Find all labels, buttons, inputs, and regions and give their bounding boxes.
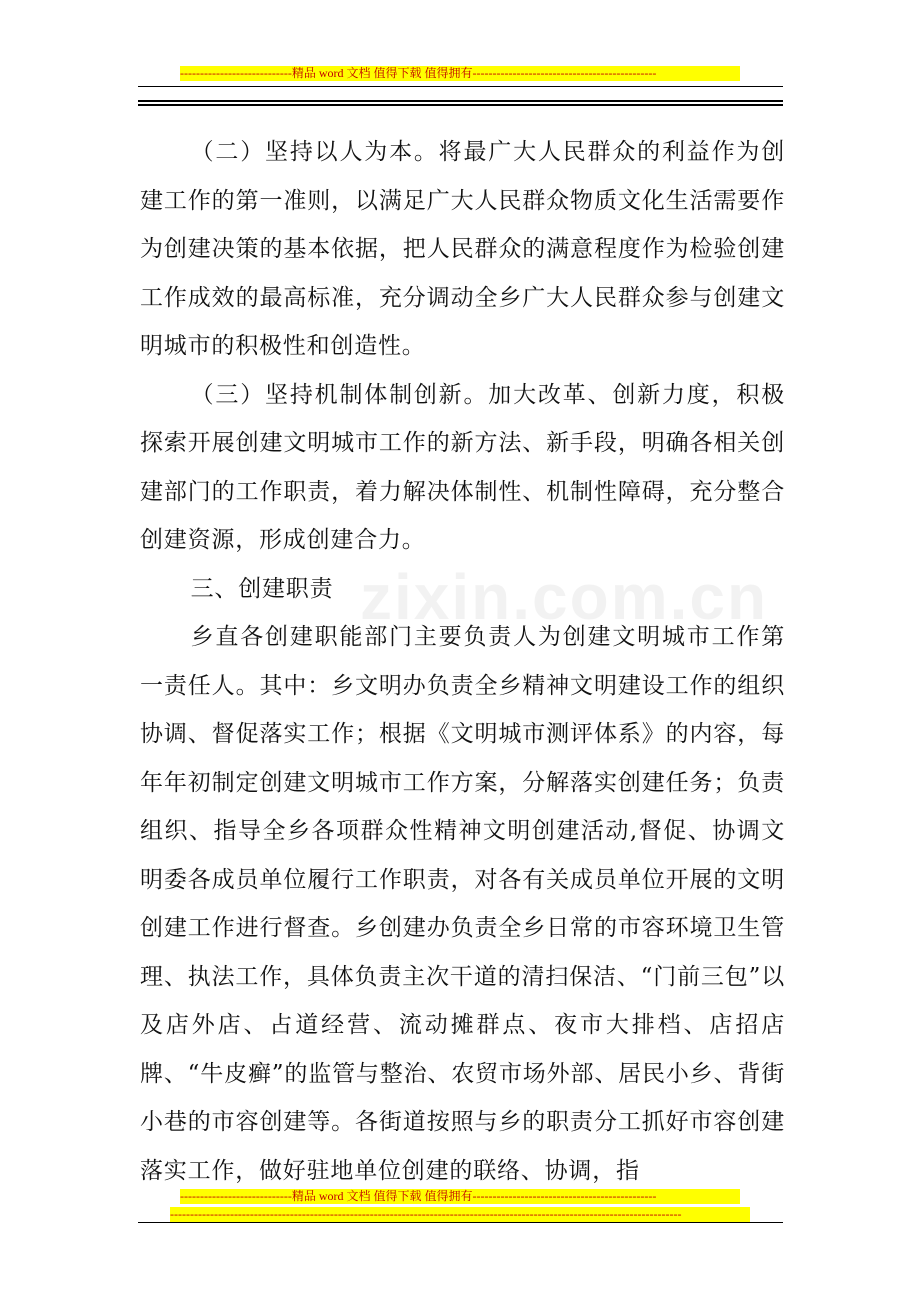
paragraph-principle-2: （二）坚持以人为本。将最广大人民群众的利益作为创建工作的第一准则，以满足广大人民群众物质文化生活需要作为创建决策的基本依据，把人民群众的满意程度作为检验创建工作成效的最高标准，充分调动全乡广大人民群众参与创建文明城市的积极性和创造性。	[140, 139, 785, 359]
header-rule	[138, 86, 783, 87]
document-body	[140, 128, 785, 1195]
header-double-rule-top	[138, 100, 783, 102]
footer-dashes: --------------------------------------------------------------------------------------------------------------------------------	[170, 1207, 750, 1222]
header-double-rule-bottom	[138, 104, 783, 106]
paragraph-responsibilities: 乡直各创建职能部门主要负责人为创建文明城市工作第一责任人。其中：乡文明办负责全乡精神文明建设工作的组织协调、督促落实工作；根据《文明城市测评体系》的内容，每年年初制定创建文明城市工作方案，分解落实创建任务；负责组织、指导全乡各项群众性精神文明创建活动,督促、协调文明委各成员单位履行工作职责，对各有关成员单位开展的文明创建工作进行督查。乡创建办负责全乡日常的市容环境卫生管理、执法工作，具体负责主次干道的清扫保洁、“门前三包”以及店外店、占道经营、流动摊群点、夜市大排档、店招店牌、“牛皮癣”的监管与整治、农贸市场外部、居民小乡、背街小巷的市容创建等。各街道按照与乡的职责分工抓好市容创建落实工作，做好驻地单位创建的联络、协调，指	[140, 624, 785, 1184]
header-banner: ----------------------------精品 word 文档 值得下载 值得拥有----------------------------------------------	[180, 66, 740, 81]
paragraph-principle-3: （三）坚持机制体制创新。加大改革、创新力度，积极探索开展创建文明城市工作的新方法、新手段，明确各相关创建部门的工作职责，着力解决体制性、机制性障碍，充分整合创建资源，形成创建合力。	[140, 381, 785, 553]
watermark: zixin.com.cn	[360, 561, 769, 633]
footer-banner: ----------------------------精品 word 文档 值得下载 值得拥有----------------------------------------------	[180, 1189, 740, 1204]
section-heading: 三、创建职责	[190, 575, 334, 602]
footer-rule	[138, 1222, 783, 1223]
